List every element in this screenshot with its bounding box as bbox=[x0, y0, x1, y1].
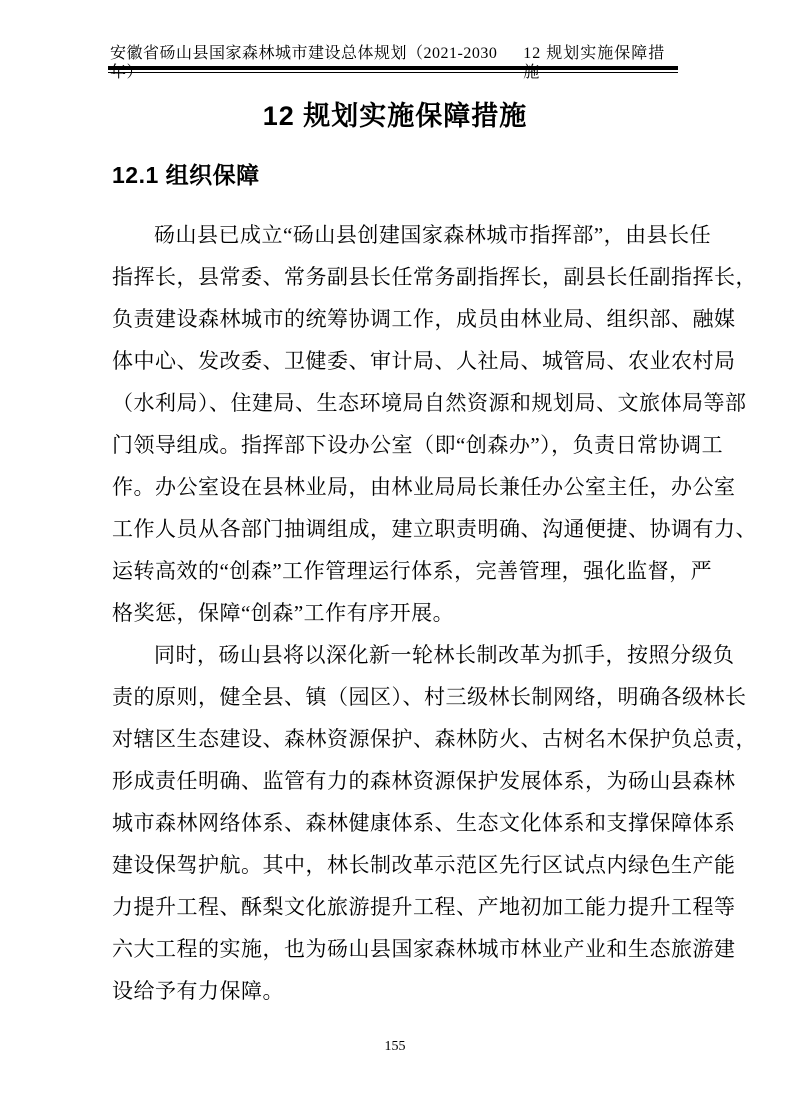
body-paragraphs bbox=[112, 214, 757, 1012]
header-chapter-title: 12 规划实施保障措施 bbox=[523, 45, 666, 81]
paragraph-line: 门领导组成。指挥部下设办公室（即“创森办”），负责日常协调工 bbox=[112, 433, 724, 457]
paragraph-line: 六大工程的实施，也为砀山县国家森林城市林业产业和生态旅游建 bbox=[112, 937, 736, 961]
paragraph-line: 体中心、发改委、卫健委、审计局、人社局、城管局、农业农村局 bbox=[112, 349, 736, 373]
paragraph-line: 负责建设森林城市的统筹协调工作，成员由林业局、组织部、融媒 bbox=[112, 307, 736, 331]
paragraph-line: 格奖惩，保障“创森”工作有序开展。 bbox=[112, 601, 455, 625]
paragraph-line: 指挥长，县常委、常务副县长任常务副指挥长，副县长任副指挥长， bbox=[112, 265, 757, 289]
paragraph-line: （水利局）、住建局、生态环境局自然资源和规划局、文旅体局等部 bbox=[112, 391, 747, 415]
page-number: 155 bbox=[384, 1039, 406, 1054]
paragraph-line: 责的原则，健全县、镇（园区）、村三级林长制网络，明确各级林长 bbox=[112, 685, 747, 709]
paragraph-line: 砀山县已成立“砀山县创建国家森林城市指挥部”，由县长任 bbox=[154, 223, 712, 247]
chapter-title: 12 规划实施保障措施 bbox=[262, 101, 528, 131]
paragraph-line: 运转高效的“创森”工作管理运行体系，完善管理，强化监督，严 bbox=[112, 559, 713, 583]
paragraph-line: 同时，砀山县将以深化新一轮林长制改革为抓手，按照分级负 bbox=[154, 643, 735, 667]
section-heading: 12.1 组织保障 bbox=[112, 162, 260, 188]
header-document-title: 安徽省砀山县国家森林城市建设总体规划（2021-2030 年） bbox=[110, 45, 498, 81]
paragraph-line: 建设保驾护航。其中，林长制改革示范区先行区试点内绿色生产能 bbox=[112, 853, 736, 877]
header-double-rule bbox=[108, 66, 678, 73]
paragraph-line: 力提升工程、酥梨文化旅游提升工程、产地初加工能力提升工程等 bbox=[112, 895, 736, 919]
paragraph-line: 城市森林网络体系、森林健康体系、生态文化体系和支撑保障体系 bbox=[112, 811, 736, 835]
running-header bbox=[110, 44, 678, 82]
paragraph bbox=[112, 214, 757, 634]
paragraph-line: 对辖区生态建设、森林资源保护、森林防火、古树名木保护负总责， bbox=[112, 727, 757, 751]
paragraph-line: 作。办公室设在县林业局，由林业局局长兼任办公室主任，办公室 bbox=[112, 475, 736, 499]
paragraph bbox=[112, 634, 757, 1012]
paragraph-line: 设给予有力保障。 bbox=[112, 979, 284, 1003]
paragraph-line: 工作人员从各部门抽调组成，建立职责明确、沟通便捷、协调有力、 bbox=[112, 517, 757, 541]
paragraph-line: 形成责任明确、监管有力的森林资源保护发展体系，为砀山县森林 bbox=[112, 769, 736, 793]
page-footer bbox=[0, 1038, 790, 1056]
